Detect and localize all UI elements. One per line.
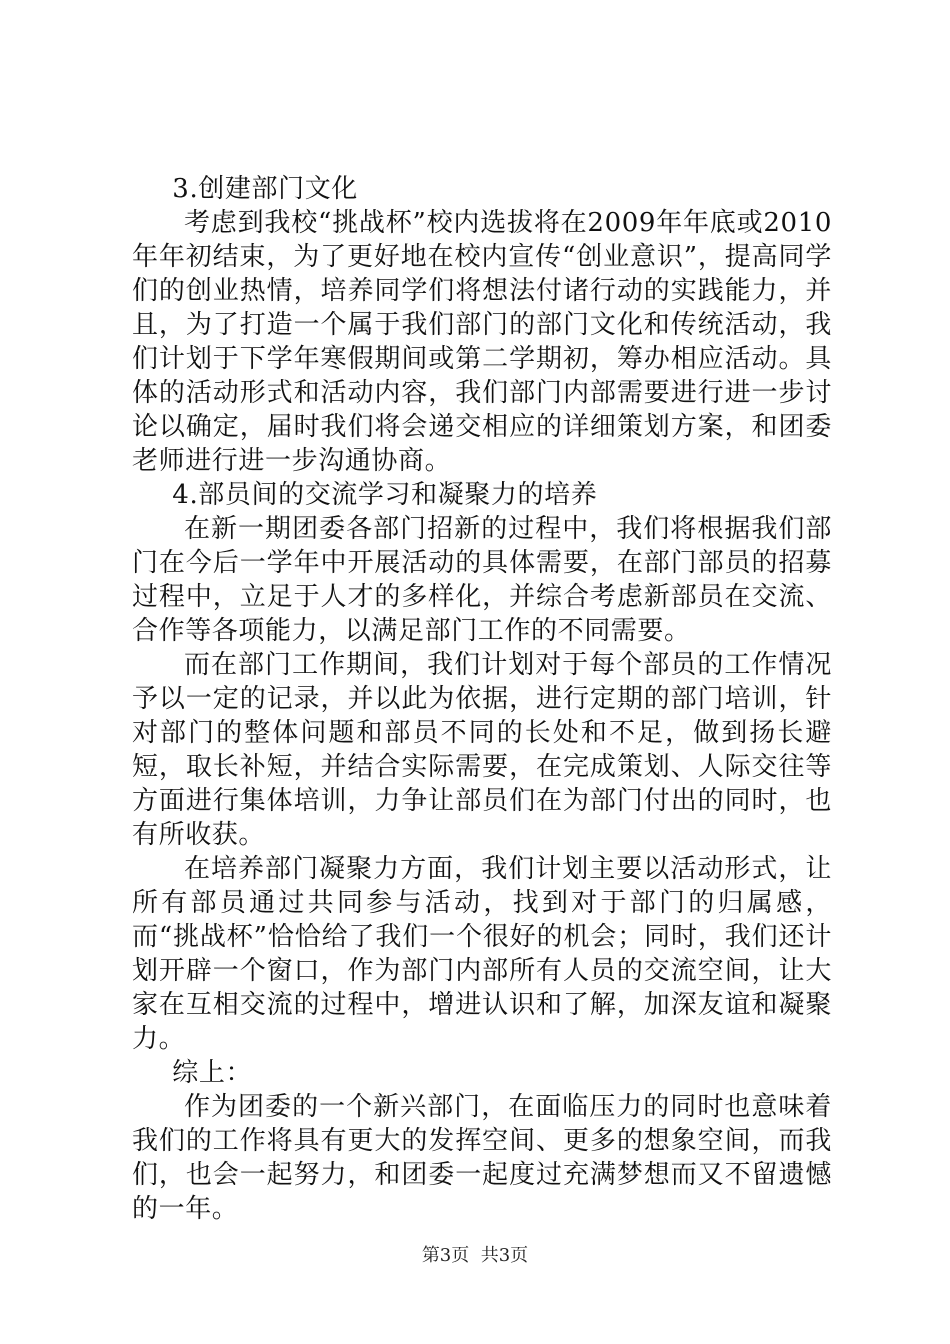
section-heading-culture: 3.创建部门文化 (172, 174, 358, 204)
page-number: 第3页 (421, 1245, 470, 1266)
paragraph-summary: 作为团委的一个新兴部门，在面临压力的同时也意味着我们的工作将具有更大的发挥空间、更多的想象空间，而我们，也会一起努力，和团委一起度过充满梦想而又不留遗憾的一年。 (132, 1092, 832, 1224)
paragraph-recruitment: 在新一期团委各部门招新的过程中，我们将根据我们部门在今后一学年中开展活动的具体需要，在部门部员的招募过程中，立足于人才的多样化，并综合考虑新部员在交流、合作等各项能力，以满足部门工作的不同需要。 (132, 514, 832, 646)
page-total: 共3页 (480, 1245, 529, 1266)
paragraph-training: 而在部门工作期间，我们计划对于每个部员的工作情况予以一定的记录，并以此为依据，进行定期的部门培训，针对部门的整体问题和部员不同的长处和不足，做到扬长避短，取长补短，并结合实际需要，在完成策划、人际交往等方面进行集体培训，力争让部员们在为部门付出的同时，也有所收获。 (132, 650, 832, 850)
page-footer (0, 1244, 950, 1268)
document-body (132, 172, 832, 1226)
paragraph-cohesion: 在培养部门凝聚力方面，我们计划主要以活动形式，让所有部员通过共同参与活动，找到对于部门的归属感，而“挑战杯”恰恰给了我们一个很好的机会；同时，我们还计划开辟一个窗口，作为部门内部所有人员的交流空间，让大家在互相交流的过程中，增进认识和了解，加深友谊和凝聚力。 (132, 854, 832, 1054)
paragraph-culture-plan: 考虑到我校“挑战杯”校内选拔将在2009年年底或2010年年初结束，为了更好地在校内宣传“创业意识”，提高同学们的创业热情，培养同学们将想法付诸行动的实践能力，并且，为了打造一个属于我们部门的部门文化和传统活动，我们计划于下学年寒假期间或第二学期初，筹办相应活动。具体的活动形式和活动内容，我们部门内部需要进行进一步讨论以确定，届时我们将会递交相应的详细策划方案，和团委老师进行进一步沟通协商。 (132, 208, 832, 476)
section-heading-cohesion: 4.部员间的交流学习和凝聚力的培养 (172, 480, 598, 510)
section-heading-summary: 综上： (172, 1058, 253, 1088)
